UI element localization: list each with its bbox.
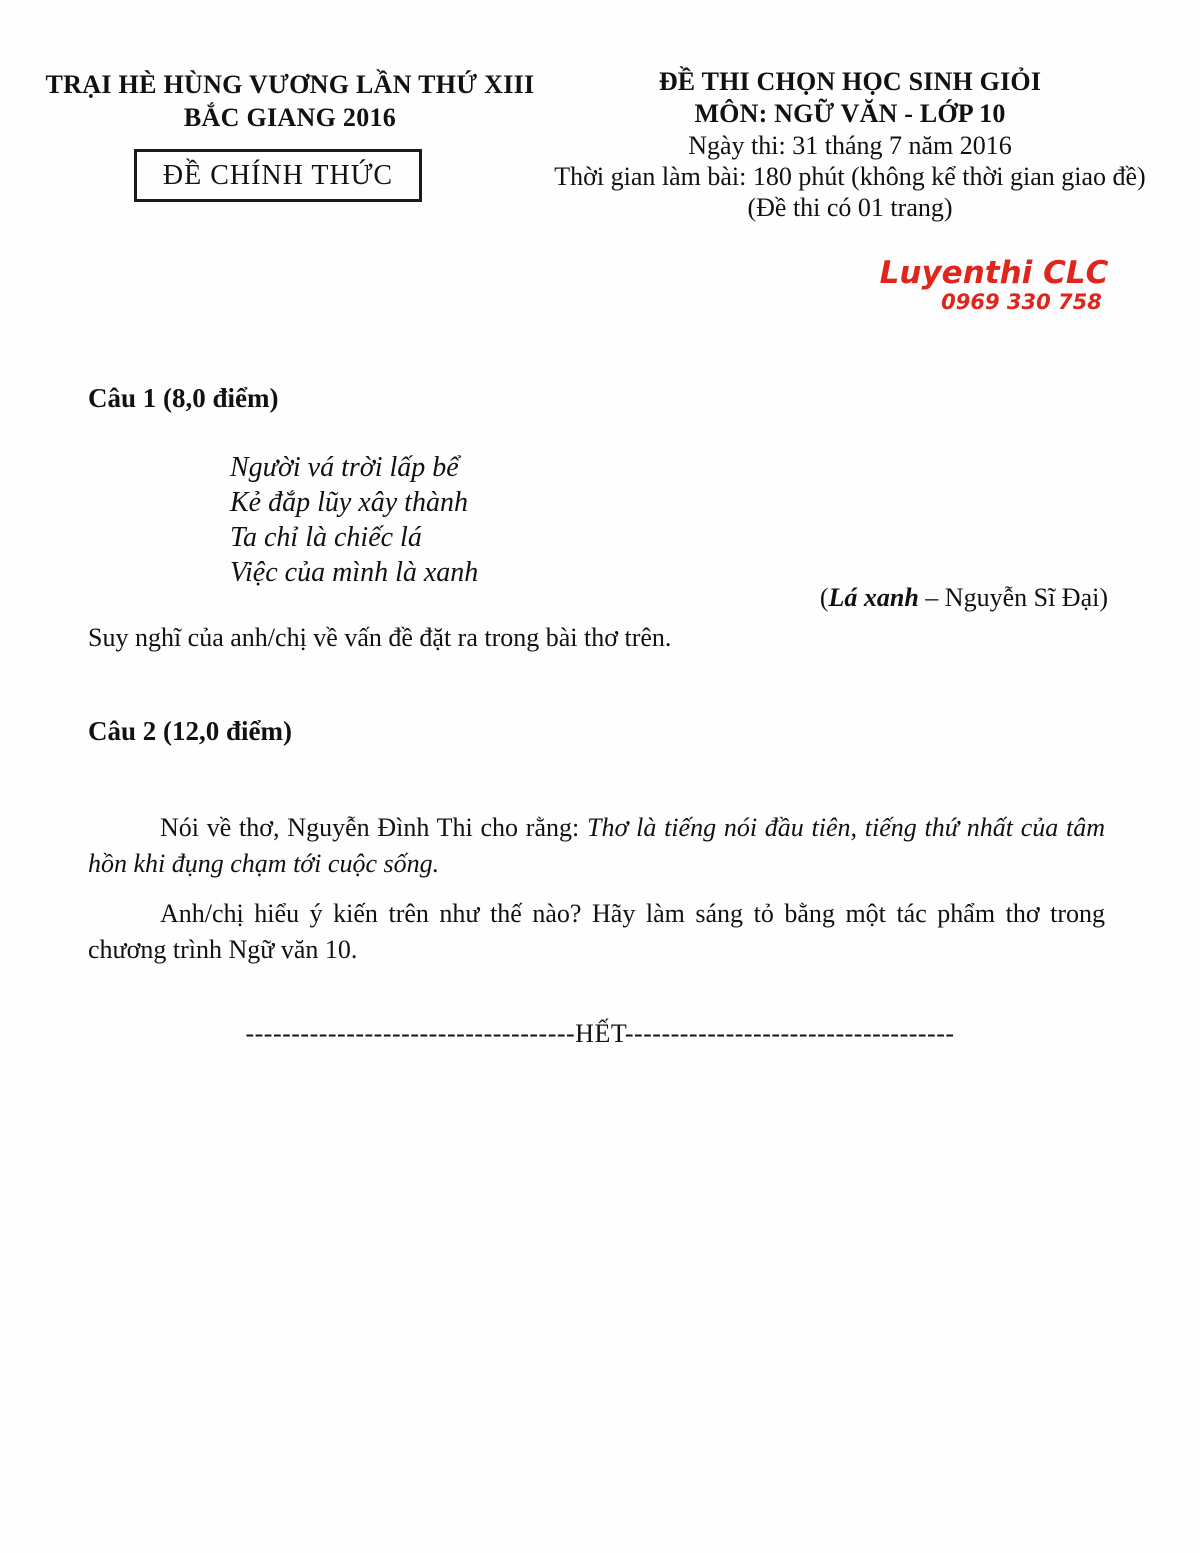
question1-prompt: Suy nghĩ của anh/chị về vấn đề đặt ra trong bài thơ trên. (88, 623, 672, 652)
attribution-author: – Nguyễn Sĩ Đại) (918, 583, 1108, 612)
exam-title-line: ĐỀ THI CHỌN HỌC SINH GIỎI (658, 67, 1042, 96)
organizer-line2: BẮC GIANG 2016 (183, 103, 397, 132)
exam-subject-line: MÔN: NGỮ VĂN - LỚP 10 (694, 99, 1006, 128)
question2-paragraph1 (88, 810, 1105, 882)
attribution-open-paren: ( (819, 583, 829, 612)
poem-line: Người vá trời lấp bể (230, 452, 459, 483)
poem-line: Ta chỉ là chiếc lá (230, 522, 422, 553)
question2-heading: Câu 2 (12,0 điểm) (88, 716, 292, 746)
poem-block (230, 450, 478, 590)
organizer-header (40, 68, 540, 134)
logo-brand-text: Luyenthi CLC (879, 255, 1109, 291)
end-dashes-right: ------------------------------------ (624, 1019, 955, 1048)
end-dashes-left: ------------------------------------ (245, 1019, 576, 1048)
question1-heading: Câu 1 (8,0 điểm) (88, 383, 279, 413)
exam-pages-line: (Đề thi có 01 trang) (747, 193, 953, 222)
logo-phone-number: 0969 330 758 (941, 290, 1102, 314)
exam-duration-line: Thời gian làm bài: 180 phút (không kể thời gian giao đề) (554, 162, 1146, 191)
exam-title-header (545, 66, 1155, 223)
organizer-line1: TRẠI HÈ HÙNG VƯƠNG LẦN THỨ XIII (45, 70, 535, 99)
official-exam-label: ĐỀ CHÍNH THỨC (162, 160, 394, 191)
official-exam-box (134, 149, 422, 202)
poem-attribution (600, 582, 1108, 614)
question2-quote-text: Thơ là tiếng nói đầu tiên, tiếng thứ nhất của tâm hồn khi đụng chạm tới cuộc sống. (88, 813, 1105, 878)
exam-date-line: Ngày thi: 31 tháng 7 năm 2016 (688, 131, 1012, 160)
end-label: HẾT (575, 1019, 625, 1048)
question2-intro-text: Nói về thơ, Nguyễn Đình Thi cho rằng: (160, 813, 587, 842)
poem-title: Lá xanh (828, 583, 919, 612)
watermark-logo (878, 256, 1110, 314)
end-of-exam-line (0, 1018, 1200, 1050)
poem-line: Kẻ đắp lũy xây thành (230, 487, 468, 518)
question2-paragraph2: Anh/chị hiểu ý kiến trên như thế nào? Hãy làm sáng tỏ bằng một tác phẩm thơ trong chương trình Ngữ văn 10. (88, 899, 1105, 964)
poem-line: Việc của mình là xanh (230, 557, 479, 588)
